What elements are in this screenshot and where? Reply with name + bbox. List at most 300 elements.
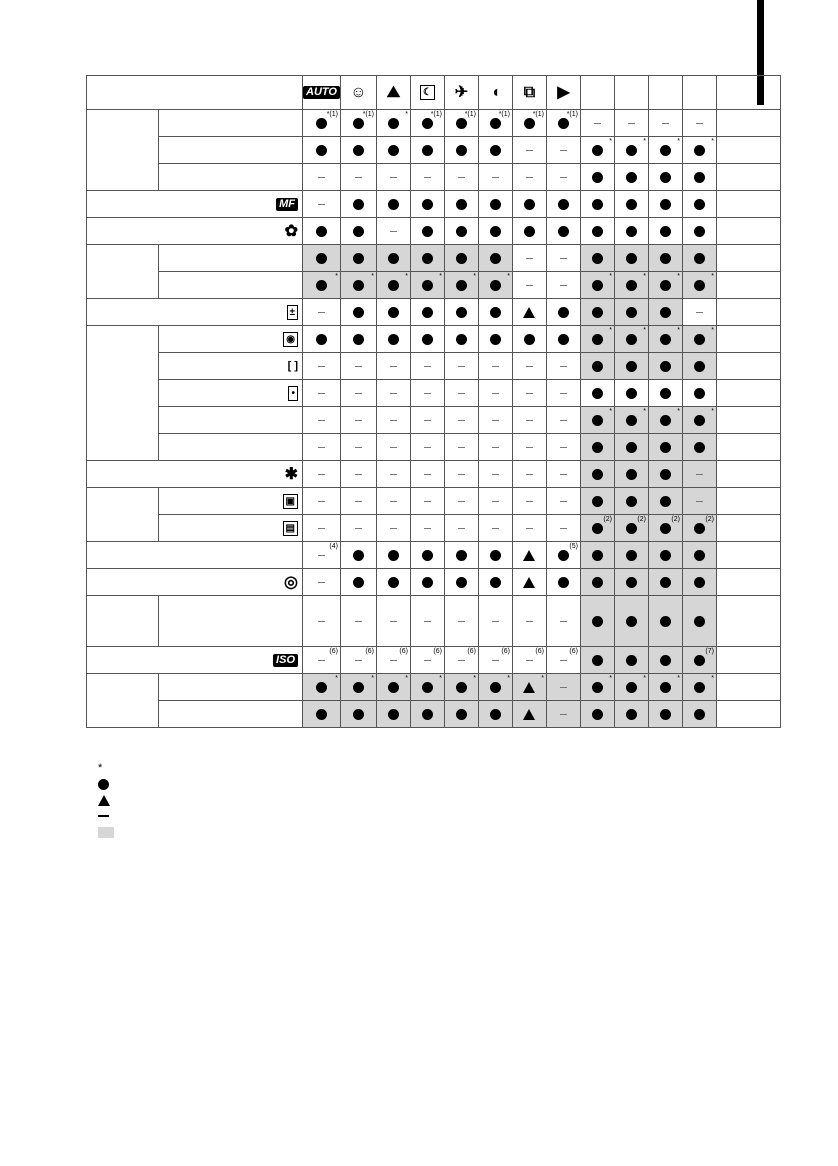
available-dot: [422, 253, 433, 264]
available-dot: [353, 334, 364, 345]
availability-cell: [340, 701, 376, 728]
available-dot: [422, 334, 433, 345]
availability-cell: [340, 137, 376, 164]
mode-header-cell: [410, 76, 444, 110]
page-ref-cell: [716, 674, 780, 701]
unavailable-dash: [560, 177, 567, 178]
availability-cell: [682, 272, 716, 299]
unavailable-dash: [492, 447, 499, 448]
availability-cell: [376, 596, 410, 647]
available-dot: [388, 334, 399, 345]
availability-cell: [303, 596, 341, 647]
availability-cell: [303, 110, 341, 137]
unavailable-dash: [318, 312, 325, 313]
sub-function-label-cell: [159, 137, 303, 164]
availability-cell: [512, 407, 546, 434]
unavailable-dash: [560, 501, 567, 502]
availability-cell: [376, 245, 410, 272]
available-dot: [660, 199, 671, 210]
movie-mode-icon: ▶: [557, 84, 570, 101]
availability-cell: [444, 515, 478, 542]
footnote-mark: *(1): [532, 111, 544, 118]
available-dot: [422, 709, 433, 720]
availability-cell: [546, 569, 580, 596]
availability-cell: [512, 218, 546, 245]
unavailable-dash: [424, 501, 431, 502]
availability-cell: [580, 515, 614, 542]
unavailable-dash: [424, 621, 431, 622]
available-dot: [558, 199, 569, 210]
legend-item: [98, 776, 114, 792]
page-ref-cell: [716, 272, 780, 299]
available-dot: [490, 280, 501, 291]
availability-cell: [376, 353, 410, 380]
sub-function-label-cell: [159, 272, 303, 299]
table-row: [87, 515, 781, 542]
footnote-mark: (2): [671, 516, 680, 523]
footnote-mark: (6): [569, 648, 578, 655]
availability-cell: [682, 647, 716, 674]
table-row: [87, 647, 781, 674]
availability-cell: [614, 596, 648, 647]
availability-cell: [580, 110, 614, 137]
availability-cell: [682, 542, 716, 569]
availability-cell: [648, 326, 682, 353]
available-dot: [524, 199, 535, 210]
auto-mode-icon: AUTO: [303, 86, 340, 99]
available-dot: [660, 334, 671, 345]
availability-cell: [303, 701, 341, 728]
unavailable-dash: [492, 621, 499, 622]
function-group-cell: [87, 326, 159, 461]
availability-cell: [580, 272, 614, 299]
unavailable-dash: [560, 393, 567, 394]
available-dot: [490, 118, 501, 129]
availability-cell: [546, 596, 580, 647]
availability-cell: [580, 137, 614, 164]
availability-cell: [410, 434, 444, 461]
landscape-mode-icon: ⛰: [386, 84, 401, 101]
page-ref-cell: [716, 137, 780, 164]
available-dot: [626, 550, 637, 561]
unavailable-dash: [594, 123, 601, 124]
bracketing-icon: ▣: [283, 494, 298, 509]
sub-function-label-cell: [159, 488, 303, 515]
footnote-mark: (6): [399, 648, 408, 655]
mode-header-cell: [340, 76, 376, 110]
available-dot: [660, 616, 671, 627]
availability-cell: [614, 380, 648, 407]
availability-cell: [682, 674, 716, 701]
availability-cell: [682, 461, 716, 488]
availability-cell: [682, 137, 716, 164]
function-availability-table: [86, 75, 781, 728]
page-ref-cell: [716, 353, 780, 380]
availability-cell: [376, 647, 410, 674]
unavailable-dash: [560, 660, 567, 661]
available-dot: [626, 577, 637, 588]
available-dot: [456, 577, 467, 588]
page-ref-cell: [716, 110, 780, 137]
available-dot: [422, 118, 433, 129]
availability-cell: [410, 569, 444, 596]
table-row: [87, 542, 781, 569]
availability-cell: [648, 515, 682, 542]
available-dot: [694, 442, 705, 453]
mode-header-cell: [376, 76, 410, 110]
availability-cell: [648, 353, 682, 380]
function-group-cell: [87, 674, 159, 728]
function-label-cell: [87, 461, 303, 488]
availability-cell: [410, 542, 444, 569]
availability-cell: [444, 701, 478, 728]
sub-function-label-cell: [159, 245, 303, 272]
page-ref-cell: [716, 461, 780, 488]
footnote-mark: (6): [433, 648, 442, 655]
page-ref-cell: [716, 488, 780, 515]
availability-cell: [682, 245, 716, 272]
available-dot: [316, 118, 327, 129]
available-dot: [660, 415, 671, 426]
availability-cell: [648, 434, 682, 461]
available-dot: [694, 577, 705, 588]
page-ref-cell: [716, 191, 780, 218]
availability-cell: [376, 326, 410, 353]
unavailable-dash: [492, 660, 499, 661]
dot-symbol: [98, 779, 109, 790]
availability-cell: [444, 407, 478, 434]
availability-cell: [340, 191, 376, 218]
available-dot: [592, 469, 603, 480]
availability-cell: [648, 137, 682, 164]
availability-cell: [546, 137, 580, 164]
available-dot: [660, 145, 671, 156]
footnote-mark: *: [643, 138, 646, 145]
availability-cell: [614, 407, 648, 434]
availability-cell: [340, 488, 376, 515]
available-dot: [316, 145, 327, 156]
available-dot: [592, 199, 603, 210]
availability-cell: [648, 110, 682, 137]
unavailable-dash: [355, 474, 362, 475]
sub-function-label-cell: [159, 326, 303, 353]
availability-cell: [682, 326, 716, 353]
table-row: [87, 191, 781, 218]
partial-triangle: [523, 709, 535, 720]
available-dot: [694, 415, 705, 426]
available-dot: [456, 550, 467, 561]
footnote-mark: *: [643, 408, 646, 415]
sub-function-label-cell: [159, 515, 303, 542]
availability-cell: [648, 191, 682, 218]
availability-cell: [303, 542, 341, 569]
available-dot: [694, 655, 705, 666]
availability-cell: [410, 515, 444, 542]
mode-header-cell: [682, 76, 716, 110]
legend: [98, 760, 114, 840]
unavailable-dash: [355, 447, 362, 448]
availability-cell: [512, 434, 546, 461]
footnote-mark: *(1): [464, 111, 476, 118]
availability-cell: [512, 245, 546, 272]
availability-cell: [303, 353, 341, 380]
availability-cell: [410, 164, 444, 191]
available-dot: [422, 226, 433, 237]
unavailable-dash: [390, 177, 397, 178]
footnote-mark: *: [335, 273, 338, 280]
page-ref-cell: [716, 164, 780, 191]
availability-cell: [376, 542, 410, 569]
available-dot: [626, 172, 637, 183]
unavailable-dash: [390, 366, 397, 367]
availability-cell: [682, 110, 716, 137]
footnote-mark: *(1): [566, 111, 578, 118]
page-ref-cell: [716, 380, 780, 407]
unavailable-dash: [424, 420, 431, 421]
availability-cell: [512, 191, 546, 218]
footnote-mark: *: [711, 273, 714, 280]
unavailable-dash: [458, 393, 465, 394]
available-dot: [592, 550, 603, 561]
availability-cell: [303, 272, 341, 299]
available-dot: [353, 709, 364, 720]
table-row: [87, 326, 781, 353]
available-dot: [316, 226, 327, 237]
availability-cell: [340, 596, 376, 647]
available-dot: [626, 655, 637, 666]
availability-cell: [303, 569, 341, 596]
table-row: [87, 674, 781, 701]
table-row: [87, 218, 781, 245]
availability-cell: [444, 569, 478, 596]
availability-cell: [376, 137, 410, 164]
available-dot: [558, 307, 569, 318]
unavailable-dash: [355, 621, 362, 622]
available-dot: [490, 682, 501, 693]
unavailable-dash: [318, 528, 325, 529]
available-dot: [660, 682, 671, 693]
unavailable-dash: [424, 528, 431, 529]
availability-cell: [648, 596, 682, 647]
footnote-mark: *: [643, 327, 646, 334]
availability-cell: [410, 191, 444, 218]
table-row: [87, 488, 781, 515]
available-dot: [388, 199, 399, 210]
availability-cell: [614, 701, 648, 728]
footnote-mark: *: [677, 273, 680, 280]
footnote-mark: (4): [329, 543, 338, 550]
available-dot: [456, 253, 467, 264]
function-label-cell: [87, 647, 303, 674]
available-dot: [592, 361, 603, 372]
availability-cell: [512, 569, 546, 596]
availability-cell: [546, 245, 580, 272]
availability-cell: [340, 434, 376, 461]
unavailable-dash: [526, 393, 533, 394]
available-dot: [592, 307, 603, 318]
availability-cell: [303, 647, 341, 674]
availability-cell: [376, 272, 410, 299]
unavailable-dash: [390, 447, 397, 448]
availability-cell: [303, 299, 341, 326]
availability-cell: [340, 245, 376, 272]
availability-cell: [478, 488, 512, 515]
availability-cell: [580, 191, 614, 218]
available-dot: [353, 145, 364, 156]
availability-cell: [376, 191, 410, 218]
table-row: [87, 380, 781, 407]
availability-cell: [478, 515, 512, 542]
footnote-mark: *: [677, 408, 680, 415]
unavailable-dash: [526, 177, 533, 178]
page-ref-cell: [716, 407, 780, 434]
legend-item: [98, 792, 114, 808]
availability-cell: [376, 569, 410, 596]
footnote-mark: *: [439, 675, 442, 682]
availability-cell: [580, 461, 614, 488]
availability-cell: [546, 272, 580, 299]
availability-cell: [444, 380, 478, 407]
availability-cell: [444, 164, 478, 191]
availability-cell: [682, 191, 716, 218]
function-label-cell: [87, 218, 303, 245]
available-dot: [660, 280, 671, 291]
availability-cell: [614, 272, 648, 299]
availability-cell: [478, 191, 512, 218]
footnote-mark: *: [677, 327, 680, 334]
unavailable-dash: [526, 366, 533, 367]
availability-cell: [410, 245, 444, 272]
availability-cell: [340, 353, 376, 380]
legend-item: [98, 824, 114, 840]
available-dot: [626, 616, 637, 627]
availability-cell: [376, 488, 410, 515]
availability-cell: [444, 596, 478, 647]
unavailable-dash: [492, 393, 499, 394]
function-label-cell: [87, 299, 303, 326]
availability-cell: [444, 191, 478, 218]
table-row: [87, 137, 781, 164]
available-dot: [456, 334, 467, 345]
page-ref-cell: [716, 542, 780, 569]
availability-cell: [580, 164, 614, 191]
available-dot: [456, 145, 467, 156]
available-dot: [592, 226, 603, 237]
unavailable-dash: [424, 366, 431, 367]
footnote-mark: *: [677, 138, 680, 145]
sub-function-label-cell: [159, 407, 303, 434]
availability-cell: [478, 299, 512, 326]
footnote-mark: (6): [467, 648, 476, 655]
table-row: [87, 164, 781, 191]
sub-function-label-cell: [159, 596, 303, 647]
unavailable-dash: [560, 528, 567, 529]
availability-cell: [410, 299, 444, 326]
table-row: [87, 461, 781, 488]
availability-cell: [546, 434, 580, 461]
availability-cell: [580, 569, 614, 596]
availability-cell: [478, 164, 512, 191]
availability-cell: [682, 218, 716, 245]
sub-function-label-cell: [159, 110, 303, 137]
availability-cell: [478, 542, 512, 569]
unavailable-dash: [492, 177, 499, 178]
available-dot: [592, 616, 603, 627]
availability-cell: [580, 218, 614, 245]
unavailable-dash: [318, 366, 325, 367]
availability-cell: [410, 272, 444, 299]
available-dot: [422, 307, 433, 318]
availability-cell: [546, 299, 580, 326]
availability-cell: [614, 674, 648, 701]
availability-cell: [648, 542, 682, 569]
page-ref-cell: [716, 326, 780, 353]
availability-cell: [512, 701, 546, 728]
available-dot: [388, 118, 399, 129]
footnote-mark: *: [371, 675, 374, 682]
available-dot: [558, 118, 569, 129]
function-group-cell: [87, 488, 159, 542]
available-dot: [660, 388, 671, 399]
mode-header-cell: [444, 76, 478, 110]
availability-cell: [444, 542, 478, 569]
availability-cell: [444, 488, 478, 515]
availability-cell: [512, 515, 546, 542]
available-dot: [316, 682, 327, 693]
footnote-mark: *: [405, 273, 408, 280]
available-dot: [388, 280, 399, 291]
available-dot: [316, 709, 327, 720]
sub-function-label-cell: [159, 380, 303, 407]
unavailable-dash: [492, 420, 499, 421]
unavailable-dash: [458, 447, 465, 448]
availability-cell: [478, 380, 512, 407]
available-dot: [660, 172, 671, 183]
availability-cell: [376, 674, 410, 701]
availability-cell: [580, 596, 614, 647]
availability-cell: [682, 569, 716, 596]
availability-cell: [614, 137, 648, 164]
availability-cell: [546, 164, 580, 191]
footnote-mark: (6): [365, 648, 374, 655]
availability-cell: [614, 191, 648, 218]
unavailable-dash: [458, 528, 465, 529]
footnote-mark: (6): [501, 648, 510, 655]
availability-cell: [444, 326, 478, 353]
unavailable-dash: [492, 474, 499, 475]
available-dot: [456, 226, 467, 237]
availability-cell: [614, 542, 648, 569]
available-dot: [422, 145, 433, 156]
available-dot: [524, 226, 535, 237]
availability-cell: [410, 674, 444, 701]
unavailable-dash: [696, 501, 703, 502]
available-dot: [388, 307, 399, 318]
footnote-mark: *: [609, 408, 612, 415]
available-dot: [626, 523, 637, 534]
availability-cell: [410, 218, 444, 245]
unavailable-dash: [355, 366, 362, 367]
availability-cell: [546, 488, 580, 515]
availability-cell: [546, 380, 580, 407]
available-dot: [694, 199, 705, 210]
footnote-mark: *: [711, 408, 714, 415]
availability-cell: [614, 515, 648, 542]
availability-cell: [512, 299, 546, 326]
availability-cell: [303, 434, 341, 461]
availability-cell: [478, 137, 512, 164]
available-dot: [353, 577, 364, 588]
